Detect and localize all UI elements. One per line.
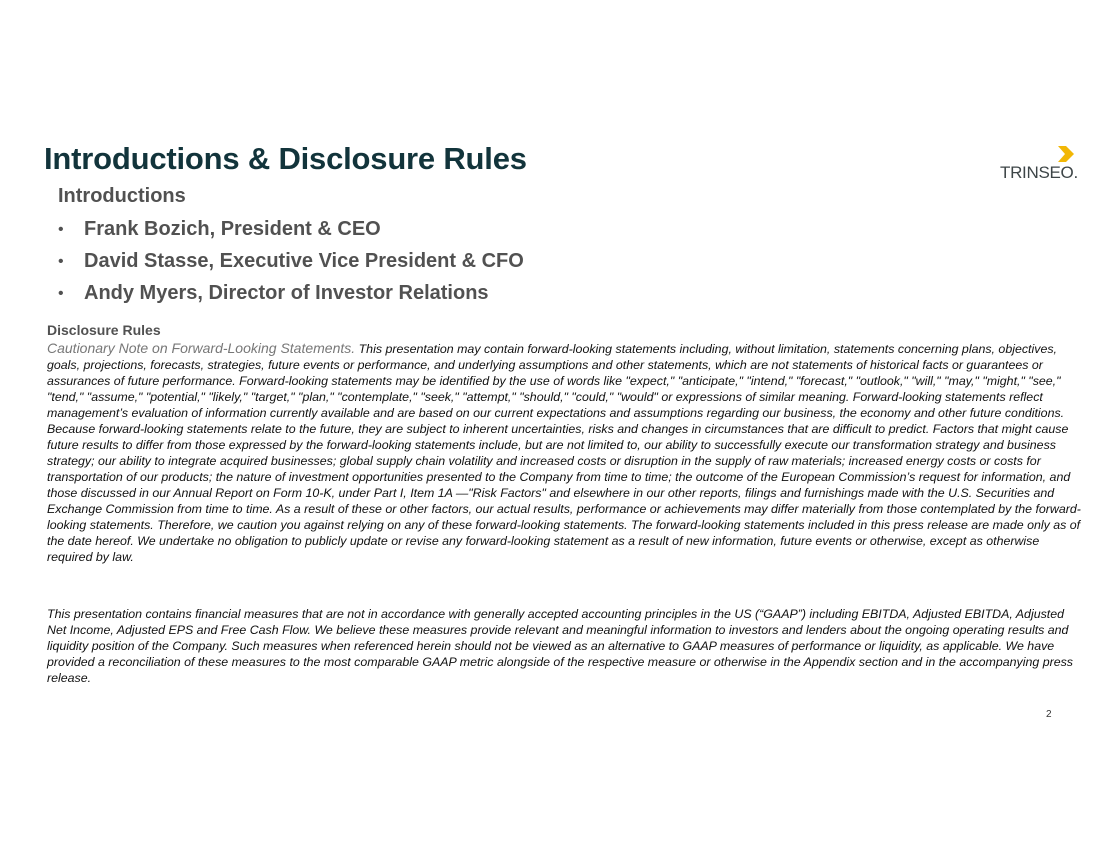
- gaap-paragraph: This presentation contains financial measures that are not in accordance with generally accepted accounting principles in the US (“GAAP”) including EBITDA, Adjusted EBITDA, Adjusted Net Income, Adjusted EPS and Free Cash Flow. We believe these measures provide relevant and meaningful information to investors and lenders about the ongoing operating results and liquidity position of the Company. Such measures when referenced herein should not be viewed as an alternative to GAAP measures of performance or liquidity, as applicable. We have provided a reconciliation of these measures to the most comparable GAAP metric alongside of the respective measure or otherwise in the Appendix section and in the accompanying press release.: [47, 607, 1073, 685]
- bullet: •: [58, 285, 64, 302]
- person-name-title: Andy Myers, Director of Investor Relations: [84, 282, 489, 304]
- introductions-heading: Introductions: [58, 185, 186, 207]
- cautionary-paragraph: [47, 340, 1085, 565]
- list-item: [58, 217, 524, 249]
- logo-text: TRINSEO.: [1000, 163, 1078, 182]
- list-item: [58, 281, 524, 313]
- cautionary-label: Cautionary Note on Forward-Looking Statements.: [47, 340, 356, 356]
- list-item: [58, 249, 524, 281]
- bullet: •: [58, 221, 64, 238]
- cautionary-text: This presentation may contain forward-looking statements including, without limitation, statements concerning plans, objectives, goals, projections, forecasts, strategies, future events or performance, and underlying assumptions and other statements, which are not statements of historical facts or guarantees or assurances of future performance. Forward-looking statements may be identified by the use of words like "expect," "anticipate," "intend," "forecast," "outlook," "will," "may," "might," "see," "tend," "assume," "potential," "likely," "target," "plan," "contemplate," "seek," "attempt," "should," "could," "would" or expressions of similar meaning. Forward-looking statements reflect management’s evaluation of information currently available and are based on our current expectations and assumptions regarding our business, the economy and other future conditions. Because forward-looking statements relate to the future, they are subject to inherent uncertainties, risks and changes in circumstances that are difficult to predict. Factors that might cause future results to differ from those expressed by the forward-looking statements include, but are not limited to, our ability to successfully execute our transformation strategy and business strategy; our ability to integrate acquired businesses; global supply chain volatility and increased costs or disruption in the supply of raw materials; increased energy costs or costs for transportation of our products; the nature of investment opportunities presented to the Company from time to time; the outcome of the European Commission’s request for information, and those discussed in our Annual Report on Form 10-K, under Part I, Item 1A —"Risk Factors" and elsewhere in our other reports, filings and furnishings made with the U.S. Securities and Exchange Commission from time to time. As a result of these or other factors, our actual results, performance or achievements may differ materially from those contemplated by the forward-looking statements. Therefore, we caution you against relying on any of these forward-looking statements. The forward-looking statements included in this press release are made only as of the date hereof. We undertake no obligation to publicly update or revise any forward-looking statement as a result of new information, future events or otherwise, except as otherwise required by law.: [47, 342, 1081, 564]
- trinseo-logo: [1000, 145, 1080, 185]
- disclosure-heading: Disclosure Rules: [47, 322, 161, 338]
- trinseo-chevron-icon: [1056, 145, 1076, 163]
- person-name-title: David Stasse, Executive Vice President & CFO: [84, 250, 524, 272]
- page-title: Introductions & Disclosure Rules: [44, 141, 527, 176]
- people-list: [58, 217, 524, 313]
- page-number: 2: [1046, 709, 1052, 720]
- bullet: •: [58, 253, 64, 270]
- person-name-title: Frank Bozich, President & CEO: [84, 218, 381, 240]
